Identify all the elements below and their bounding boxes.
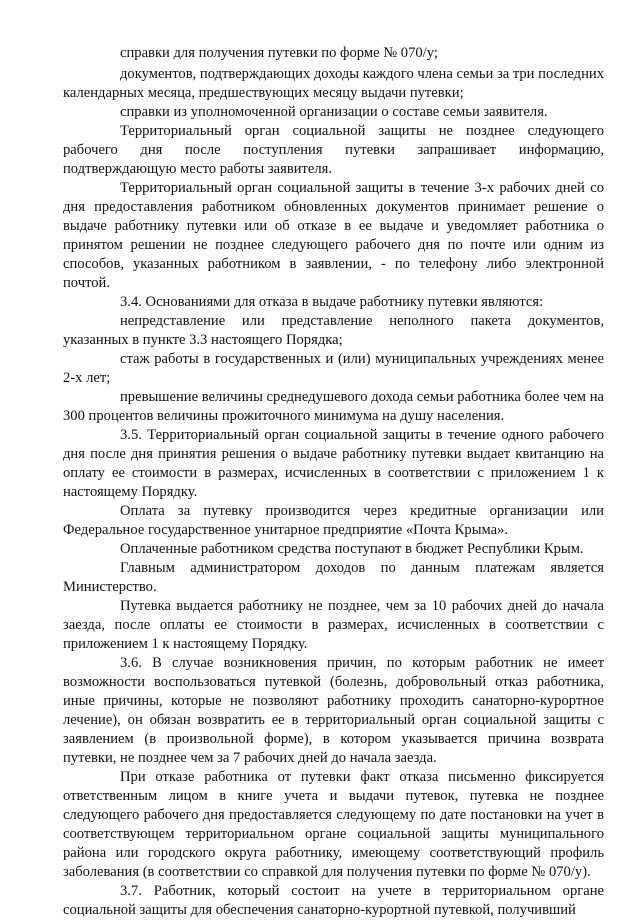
section-3-7-registered-worker: 3.7. Работник, который состоит на учете в территориальном органе социальной защиты для обеспечения санаторно-курортной путевкой, получивший (63, 883, 604, 918)
paragraph-family-composition: справки из уполномоченной организации о составе семьи заявителя. (120, 104, 548, 120)
paragraph-budget-transfer: Оплаченные работником средства поступают в бюджет Республики Крым. (120, 541, 584, 557)
section-3-6-voucher-return: 3.6. В случае возникновения причин, по которым работник не имеет возможности воспользоваться путевкой (болезнь, добровольный отказ работника, иные причины, которые не позволяют работнику проходить санаторно-курортное лечение), он обязан возвратить ее в территориальный орган социальной защиты с заявлением (в произвольной форме), в котором указывается причина возврата путевки, не позднее чем за 7 рабочих дней до начала заезда. (63, 655, 604, 766)
paragraph-workplace-request: Территориальный орган социальной защиты не позднее следующего рабочего дня после поступления путевки запрашивает информацию, подтверждающую место работы заявителя. (63, 123, 604, 177)
paragraph-work-experience: стаж работы в государственных и (или) муниципальных учреждениях менее 2-х лет; (63, 351, 604, 386)
paragraph-payment-methods: Оплата за путевку производится через кредитные организации или Федеральное государственное унитарное предприятие «Почта Крыма». (63, 503, 604, 538)
paragraph-decision-timeline: Территориальный орган социальной защиты в течение 3-х рабочих дней со дня предоставления работником обновленных документов принимает решение о выдаче работнику путевки или об отказе в ее выдаче и уведомляет работника о принятом решении не позднее следующего рабочего дня по почте или одним из способов, указанных работником в заявлении, - по телефону либо электронной почтой. (63, 180, 604, 291)
section-3-4-heading: 3.4. Основаниями для отказа в выдаче работнику путевки являются: (120, 294, 544, 310)
paragraph-incomplete-documents: непредставление или представление неполного пакета документов, указанных в пункте 3.3 настоящего Порядка; (63, 313, 604, 348)
paragraph-form-070-certificate: справки для получения путевки по форме № 070/у; (120, 45, 438, 61)
section-3-5-receipt: 3.5. Территориальный орган социальной защиты в течение одного рабочего дня после дня принятия решения о выдаче работнику путевки выдает квитанцию на оплату ее стоимости в размерах, исчисленных в соответствии с приложением 1 к настоящему Порядку. (63, 427, 604, 500)
paragraph-refusal-recording: При отказе работника от путевки факт отказа письменно фиксируется ответственным лицом в книге учета и выдачи путевок, путевка не позднее следующего рабочего дня предоставляется следующему по дате постановки на учет в соответствующем территориальном органе социальной защиты муниципального района или городского округа работнику, имеющему соответствующий профиль заболевания (в соответствии со справкой для получения путевки по форме № 070/у). (63, 769, 604, 880)
paragraph-chief-administrator: Главным администратором доходов по данным платежам является Министерство. (63, 560, 604, 595)
paragraph-income-threshold: превышение величины среднедушевого дохода семьи работника более чем на 300 процентов величины прожиточного минимума на душу населения. (63, 389, 604, 424)
paragraph-income-documents: документов, подтверждающих доходы каждого члена семьи за три последних календарных месяца, предшествующих месяцу выдачи путевки; (63, 66, 605, 101)
paragraph-voucher-issue-deadline: Путевка выдается работнику не позднее, чем за 10 рабочих дней до начала заезда, после оплаты ее стоимости в размерах, исчисленных в соответствии с приложением 1 к настоящему Порядку. (63, 598, 604, 652)
